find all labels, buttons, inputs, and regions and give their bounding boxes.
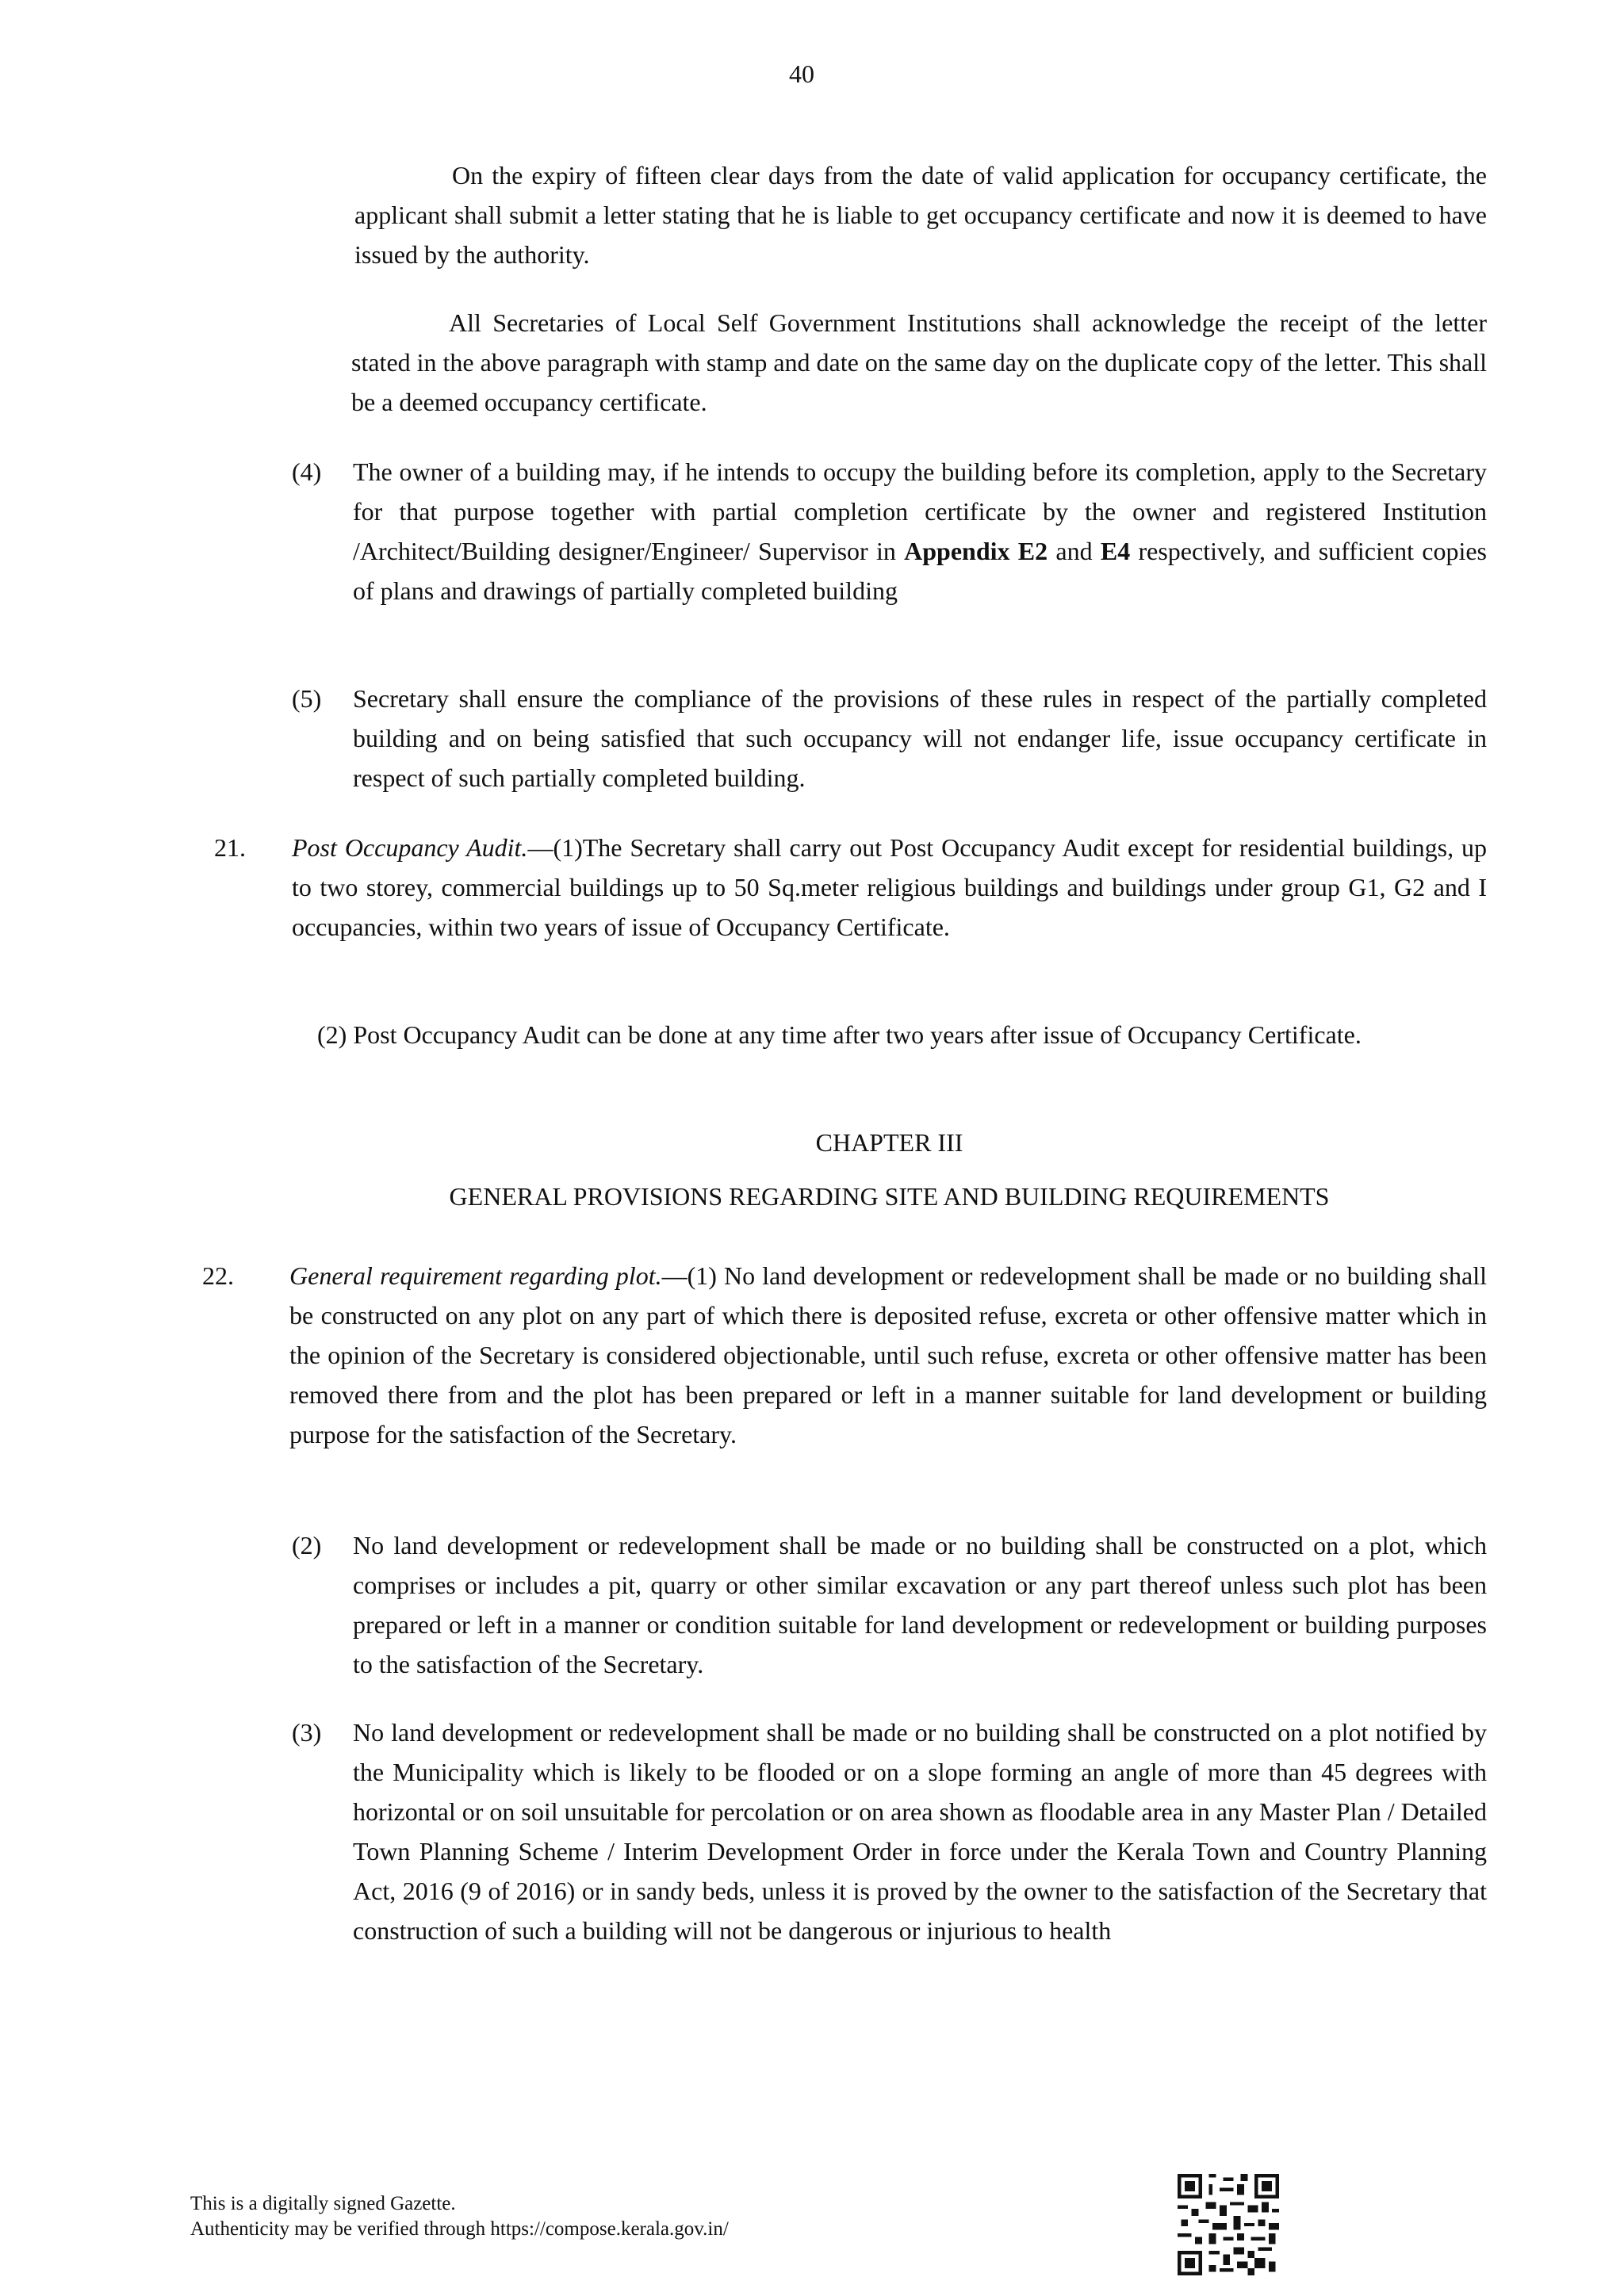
clause-text-part: The owner of a building may, if he intends to occupy the building before its completion, apply to the Secretary for that purpose together with partial completion certificate by the owner and registered Institution /Architect/Building designer/Engineer/ Supervisor in [353, 457, 1487, 565]
rule-heading: Post Occupancy Audit. [292, 833, 528, 862]
page-number: 40 [789, 59, 814, 88]
rule-21-subclause-2: (2) Post Occupancy Audit can be done at any time after two years after issue of Occupancy Certificate. [317, 1020, 1362, 1049]
rule-heading: General requirement regarding plot. [289, 1261, 662, 1290]
clause-4 [292, 452, 1487, 610]
footer-line-1: This is a digitally signed Gazette. [190, 2193, 456, 2214]
clause-number: (4) [292, 457, 322, 486]
rule-22-subclause-2 [292, 1525, 1487, 1684]
clause-text-part: and [1048, 537, 1101, 565]
rule-number: 21. [214, 833, 246, 862]
intro-paragraph-2: All Secretaries of Local Self Government Institutions shall acknowledge the receipt of the letter stated in the above paragraph with stamp and date on the same day on the duplicate copy of the letter. This shall be a deemed occupancy certificate. [351, 308, 1487, 416]
intro-paragraph-1: On the expiry of fifteen clear days from the date of valid application for occupancy certificate, the applicant shall submit a letter stating that he is liable to get occupancy certificate and now it is deemed to have issued by the authority. [354, 161, 1487, 269]
rule-22-subclause-3 [292, 1712, 1487, 1950]
footer [190, 2191, 729, 2242]
clause-text: Secretary shall ensure the compliance of the provisions of these rules in respect of the partially completed building and on being satisfied that such occupancy will not endanger life, issue occupancy certificate in respect of such partially completed building. [353, 684, 1487, 792]
rule-text [289, 1256, 1487, 1454]
chapter-subtitle: GENERAL PROVISIONS REGARDING SITE AND BUILDING REQUIREMENTS [449, 1182, 1330, 1211]
clause-text-part: respectively, and sufficient copies of plans and drawings of partially completed building [353, 537, 1488, 605]
clause-text [353, 452, 1487, 610]
clause-text: No land development or redevelopment shall be made or no building shall be constructed on a plot, which comprises or includes a pit, quarry or other similar excavation or any part thereof unless such plot has been prepared or left in a manner or condition suitable for land development or redevelopment or building purposes to the satisfaction of the Secretary. [353, 1531, 1487, 1678]
dash: — [661, 1261, 688, 1290]
footer-line-2: Authenticity may be verified through https://compose.kerala.gov.in/ [190, 2218, 729, 2240]
qr-code-icon [1178, 2174, 1279, 2275]
rule-21 [214, 828, 1487, 947]
clause-5 [292, 679, 1487, 798]
clause-number: (2) [292, 1531, 322, 1559]
rule-22 [202, 1256, 1487, 1454]
clause-number: (5) [292, 684, 322, 713]
chapter-title: CHAPTER III [815, 1128, 963, 1157]
appendix-ref: Appendix E2 [904, 537, 1048, 565]
rule-text [292, 828, 1487, 947]
clause-text: No land development or redevelopment shall be made or no building shall be constructed on a plot notified by the Municipality which is likely to be flooded or on a slope forming an angle of more than 45 degrees with horizontal or on soil unsuitable for percolation or on area shown as floodable area in any Master Plan / Detailed Town Planning Scheme / Interim Development Order in force under the Kerala Town and Country Planning Act, 2016 (9 of 2016) or in sandy beds, unless it is proved by the owner to the satisfaction of the Secretary that construction of such a building will not be dangerous or injurious to health [353, 1718, 1487, 1945]
dash: — [527, 833, 553, 862]
appendix-ref: E4 [1100, 537, 1131, 565]
clause-number: (3) [292, 1718, 322, 1747]
rule-body: (1)The Secretary shall carry out Post Occupancy Audit except for residential buildings, up to two storey, commercial buildings up to 50 Sq.meter religious buildings and buildings under group G1, G2 and I occupancies, within two years of issue of Occupancy Certificate. [292, 833, 1488, 941]
rule-body: (1) No land development or redevelopment shall be made or no building shall be constructed on any plot on any part of which there is deposited refuse, excreta or other offensive matter which in the opinion of the Secretary is considered objectionable, until such refuse, excreta or other offensive matter has been removed there from and the plot has been prepared or left in a manner suitable for land development or building purpose for the satisfaction of the Secretary. [289, 1261, 1487, 1448]
rule-number: 22. [202, 1261, 234, 1290]
